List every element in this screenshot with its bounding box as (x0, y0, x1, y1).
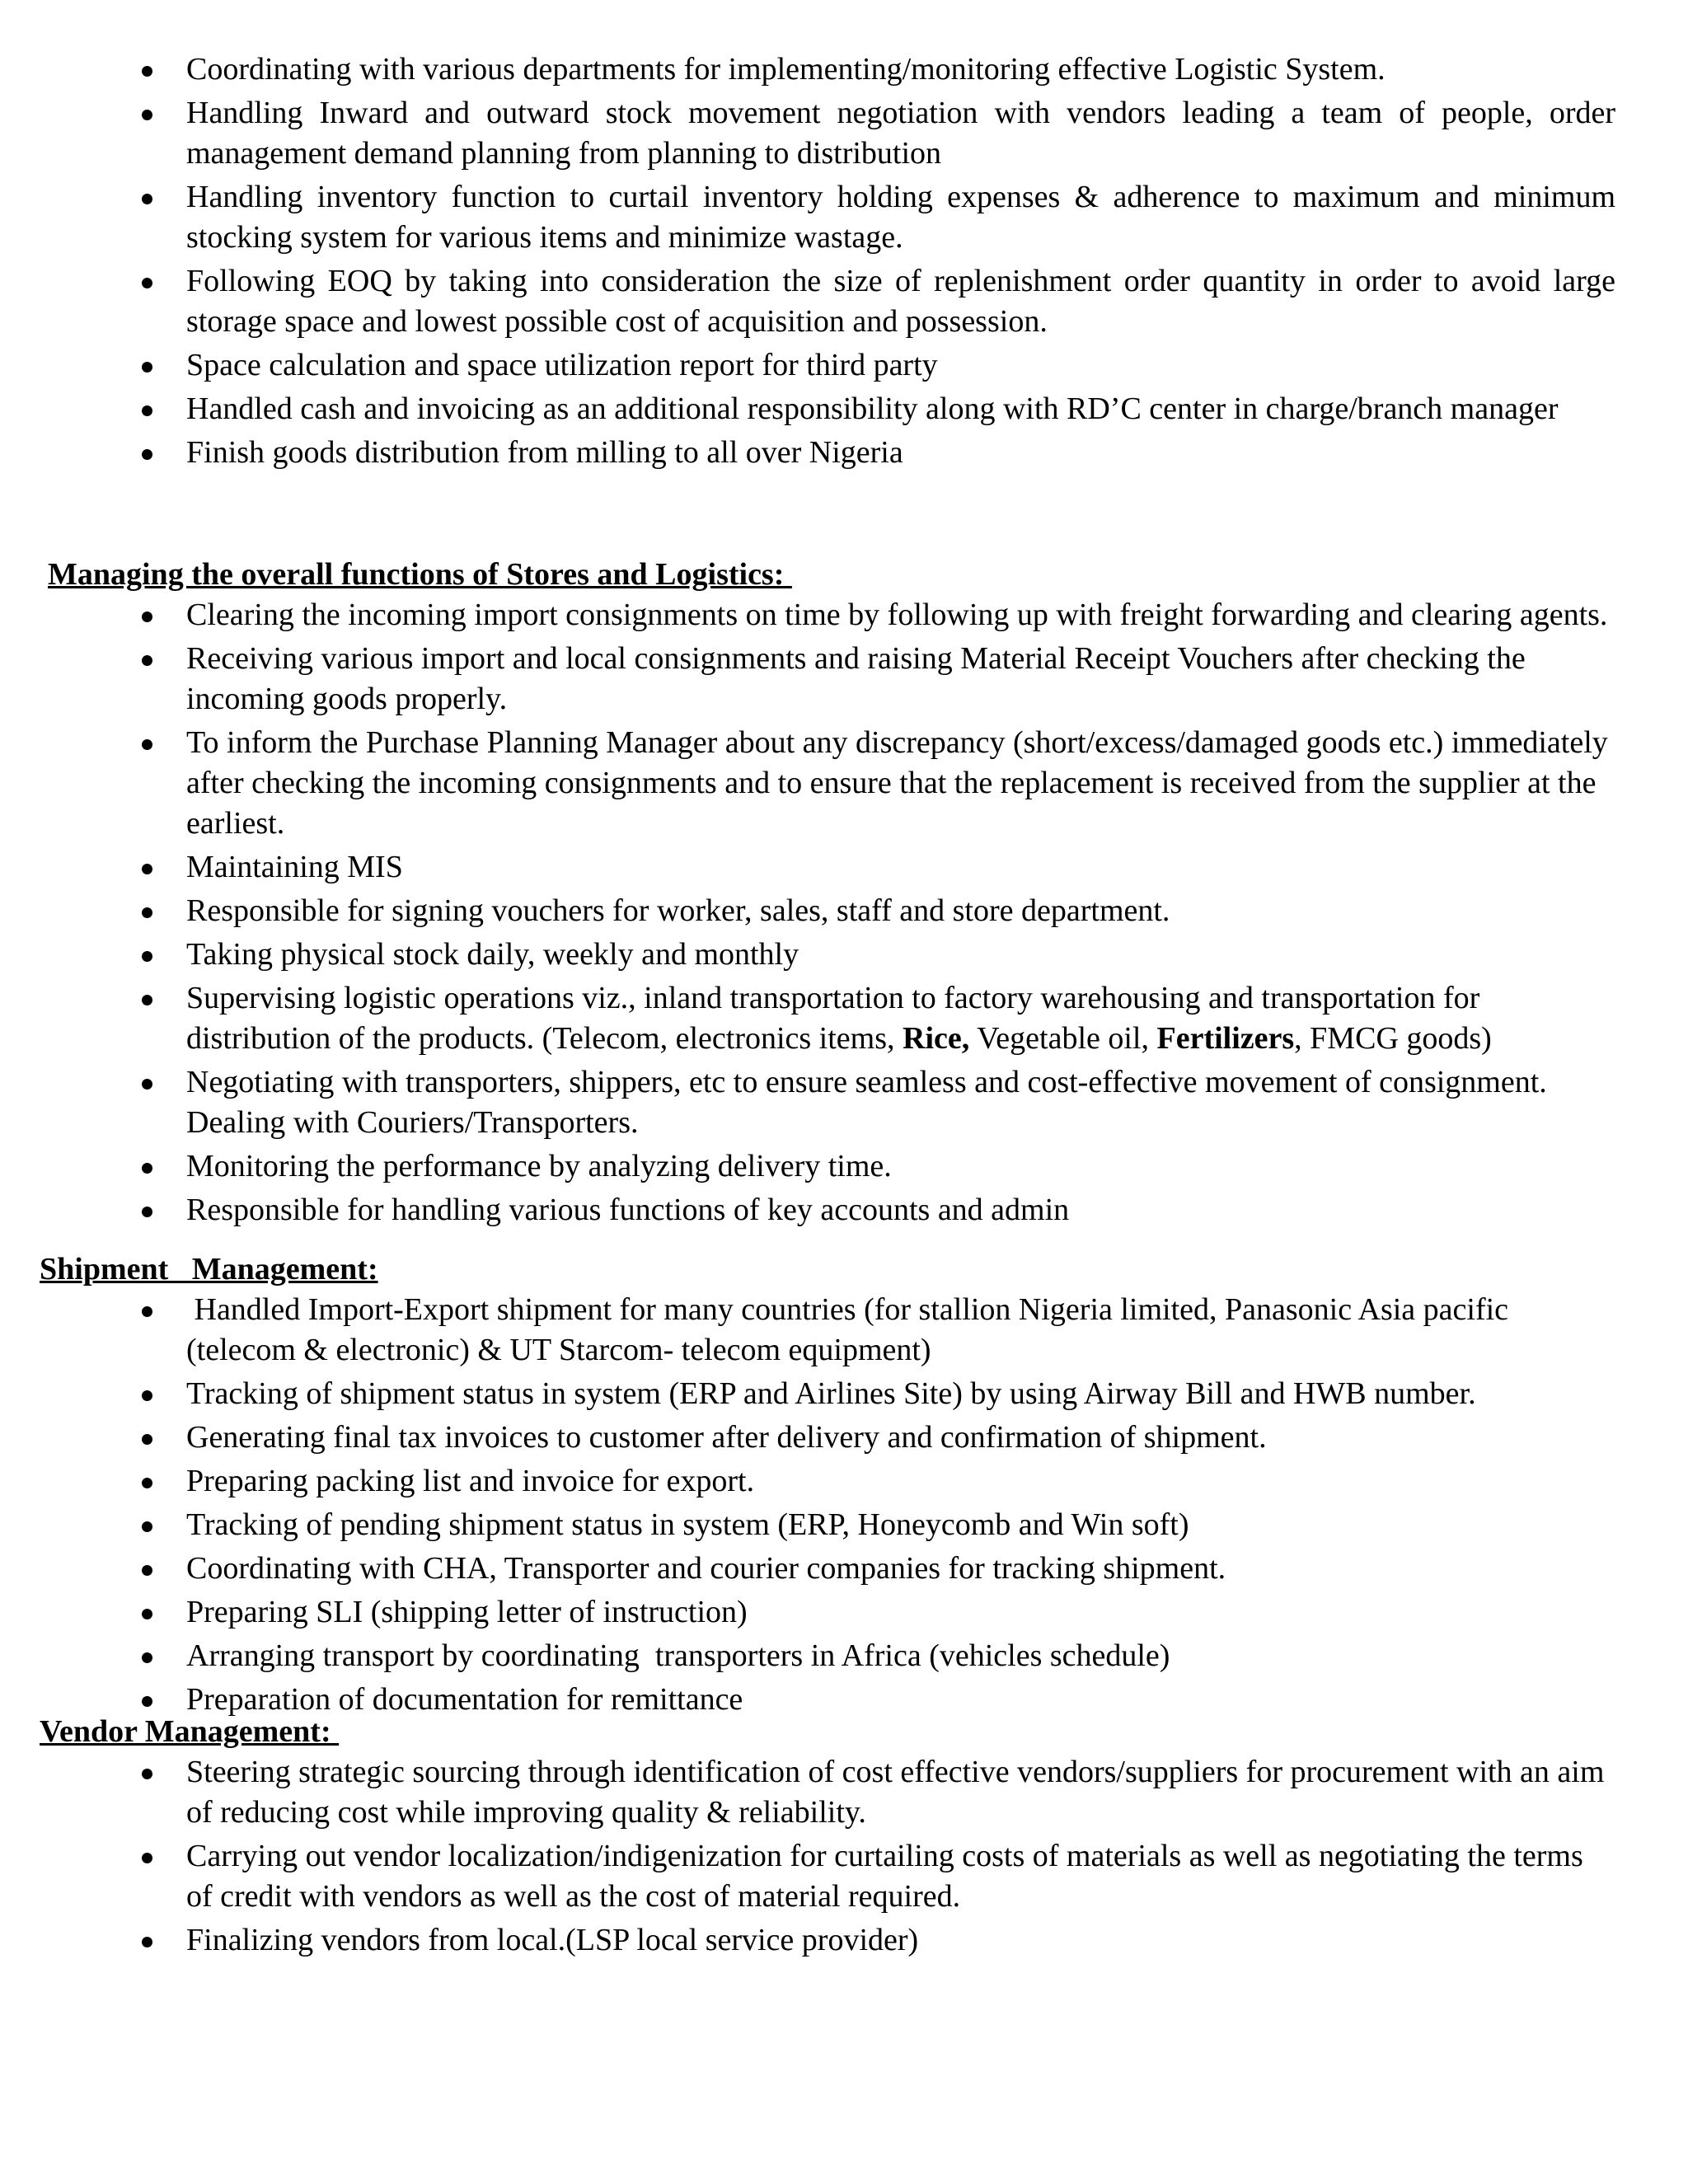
bullet-icon (142, 951, 152, 962)
bullet-icon (142, 1079, 152, 1090)
list-item: Preparation of documentation for remittance (132, 1680, 1615, 1720)
supervising-item-text: Supervising logistic operations viz., inland transportation to factory warehousing and transportation for distribution of the products. (Telecom, electronics items, Rice, Vegetable oil, Fertilizers, FMCG goods) (186, 981, 1492, 1056)
list-item: Steering strategic sourcing through identification of cost effective vendors/suppliers for procurement with an aim of reducing cost while improving quality & reliability. (132, 1752, 1615, 1833)
bullet-icon (142, 1390, 152, 1401)
list-item: Coordinating with CHA, Transporter and courier companies for tracking shipment. (132, 1549, 1615, 1589)
list-item: Clearing the incoming import consignments on time by following up with freight forwarding and clearing agents. (132, 595, 1615, 635)
list-item (132, 978, 1615, 1059)
list-item: Negotiating with transporters, shippers, etc to ensure seamless and cost-effective movement of consignment. Dealing with Couriers/Transporters. (132, 1062, 1615, 1143)
list-item: Preparing packing list and invoice for export. (132, 1461, 1615, 1502)
stores-logistics-list (132, 595, 1615, 1234)
bullet-icon (142, 1937, 152, 1947)
bullet-icon (142, 405, 152, 416)
list-item: Receiving various import and local consignments and raising Material Receipt Vouchers after checking the incoming goods properly. (132, 639, 1615, 719)
shipment-management-list (132, 1290, 1615, 1723)
list-item: Following EOQ by taking into consideration the size of replenishment order quantity in order to avoid large storage space and lowest possible cost of acquisition and possession. (132, 261, 1615, 342)
bullet-icon (142, 1163, 152, 1174)
bullet-icon (142, 995, 152, 1005)
list-item: Preparing SLI (shipping letter of instruction) (132, 1592, 1615, 1633)
list-item: Tracking of pending shipment status in system (ERP, Honeycomb and Win soft) (132, 1505, 1615, 1545)
list-item: Arranging transport by coordinating transporters in Africa (vehicles schedule) (132, 1636, 1615, 1676)
bullet-icon (142, 1652, 152, 1663)
stores-logistics-heading: Managing the overall functions of Stores and Logistics: (48, 557, 792, 592)
list-item: Taking physical stock daily, weekly and monthly (132, 935, 1615, 975)
list-item: Handled cash and invoicing as an additional responsibility along with RD’C center in charge/branch manager (132, 389, 1615, 429)
bullet-icon (142, 1769, 152, 1779)
list-item: Finalizing vendors from local.(LSP local service provider) (132, 1920, 1615, 1961)
bullet-icon (142, 1478, 152, 1488)
bullet-icon (142, 1521, 152, 1532)
list-item: Responsible for handling various functions of key accounts and admin (132, 1190, 1615, 1230)
bullet-icon (142, 655, 152, 666)
list-item: Space calculation and space utilization report for third party (132, 345, 1615, 386)
list-item: Maintaining MIS (132, 847, 1615, 888)
list-item: Finish goods distribution from milling to all over Nigeria (132, 433, 1615, 473)
bullet-icon (142, 449, 152, 460)
bullet-icon (142, 194, 152, 204)
shipment-management-heading: Shipment Management: (40, 1252, 378, 1286)
list-item: Handling Inward and outward stock movement negotiation with vendors leading a team of people, order management demand planning from planning to distribution (132, 93, 1615, 174)
vendor-management-heading: Vendor Management: (40, 1714, 340, 1749)
bullet-icon (142, 1853, 152, 1863)
list-item: Coordinating with various departments for implementing/monitoring effective Logistic System. (132, 49, 1615, 90)
bullet-icon (142, 66, 152, 77)
list-item: Handled Import-Export shipment for many countries (for stallion Nigeria limited, Panasonic Asia pacific (telecom & electronic) & UT Starcom- telecom equipment) (132, 1290, 1615, 1371)
vendor-management-list (132, 1752, 1615, 1964)
list-item: To inform the Purchase Planning Manager about any discrepancy (short/excess/damaged goods etc.) immediately after checking the incoming consignments and to ensure that the replacement is received from the supplier at the earliest. (132, 723, 1615, 844)
bullet-icon (142, 1434, 152, 1445)
bullet-icon (142, 1609, 152, 1619)
bullet-icon (142, 1565, 152, 1576)
bullet-icon (142, 1207, 152, 1217)
responsibilities-list (132, 49, 1615, 476)
list-item: Responsible for signing vouchers for worker, sales, staff and store department. (132, 891, 1615, 931)
bullet-icon (142, 612, 152, 622)
bullet-icon (142, 110, 152, 120)
bullet-icon (142, 1306, 152, 1317)
list-item: Handling inventory function to curtail inventory holding expenses & adherence to maximum and minimum stocking system for various items and minimize wastage. (132, 177, 1615, 258)
list-item: Generating final tax invoices to customer after delivery and confirmation of shipment. (132, 1418, 1615, 1458)
list-item: Monitoring the performance by analyzing delivery time. (132, 1146, 1615, 1187)
bullet-icon (142, 864, 152, 874)
list-item: Tracking of shipment status in system (ERP and Airlines Site) by using Airway Bill and HWB number. (132, 1374, 1615, 1414)
bullet-icon (142, 907, 152, 918)
list-item: Carrying out vendor localization/indigenization for curtailing costs of materials as well as negotiating the terms of credit with vendors as well as the cost of material required. (132, 1836, 1615, 1917)
bullet-icon (142, 278, 152, 288)
bullet-icon (142, 1696, 152, 1707)
bullet-icon (142, 362, 152, 373)
bullet-icon (142, 739, 152, 750)
